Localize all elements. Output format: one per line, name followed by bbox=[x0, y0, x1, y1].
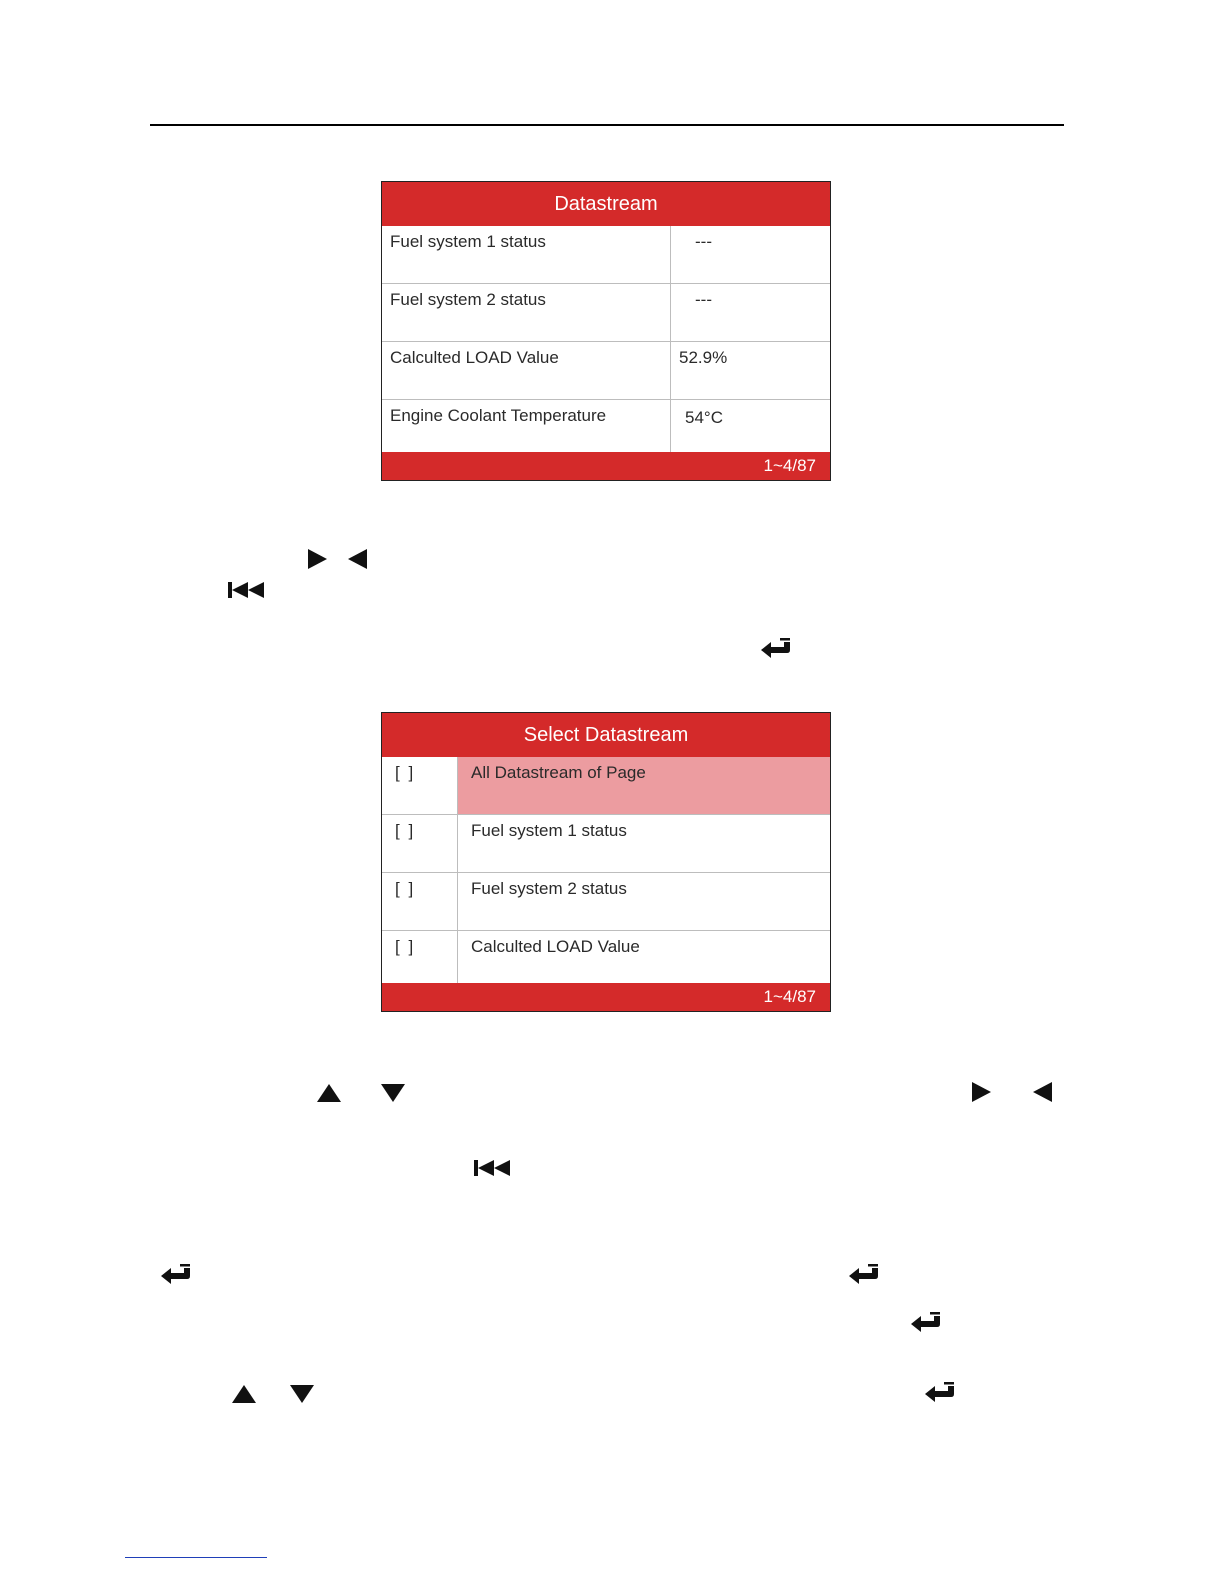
screen-title: Select Datastream bbox=[382, 713, 830, 757]
parameter-value: --- bbox=[670, 226, 832, 283]
page-indicator: 1~4/87 bbox=[382, 452, 830, 480]
select-row[interactable] bbox=[382, 873, 830, 931]
left-arrow-icon bbox=[1033, 1082, 1052, 1102]
select-row-label: Calculted LOAD Value bbox=[471, 937, 640, 956]
checkbox[interactable]: [ ] bbox=[382, 757, 458, 814]
right-arrow-icon bbox=[308, 549, 327, 569]
select-row-label: Fuel system 1 status bbox=[471, 821, 627, 840]
select-row[interactable] bbox=[382, 931, 830, 983]
enter-icon bbox=[910, 1311, 942, 1335]
footnote-rule bbox=[125, 1557, 267, 1558]
enter-icon bbox=[160, 1263, 192, 1287]
enter-icon bbox=[848, 1263, 880, 1287]
up-arrow-icon bbox=[317, 1084, 341, 1102]
checkbox[interactable]: [ ] bbox=[382, 873, 458, 930]
header-rule bbox=[150, 124, 1064, 126]
datastream-row[interactable] bbox=[382, 400, 830, 452]
datastream-screen bbox=[381, 181, 831, 481]
select-datastream-screen bbox=[381, 712, 831, 1012]
first-page-icon bbox=[228, 581, 266, 599]
select-row[interactable] bbox=[382, 757, 830, 815]
parameter-name: Fuel system 2 status bbox=[390, 290, 546, 309]
parameter-value: --- bbox=[670, 284, 832, 341]
checkbox[interactable]: [ ] bbox=[382, 815, 458, 872]
up-arrow-icon bbox=[232, 1385, 256, 1403]
checkbox[interactable]: [ ] bbox=[382, 931, 458, 983]
down-arrow-icon bbox=[290, 1385, 314, 1403]
datastream-row[interactable] bbox=[382, 284, 830, 342]
parameter-value: 52.9% bbox=[670, 342, 832, 399]
enter-icon bbox=[760, 637, 792, 661]
parameter-value: 54°C bbox=[670, 400, 832, 452]
datastream-row[interactable] bbox=[382, 226, 830, 284]
enter-icon bbox=[924, 1381, 956, 1405]
left-arrow-icon bbox=[348, 549, 367, 569]
right-arrow-icon bbox=[972, 1082, 991, 1102]
datastream-row[interactable] bbox=[382, 342, 830, 400]
first-page-icon bbox=[474, 1159, 512, 1177]
select-row[interactable] bbox=[382, 815, 830, 873]
parameter-name: Calculted LOAD Value bbox=[390, 348, 559, 367]
page-indicator: 1~4/87 bbox=[382, 983, 830, 1011]
parameter-name: Fuel system 1 status bbox=[390, 232, 546, 251]
parameter-name: Engine Coolant Temperature bbox=[390, 406, 607, 425]
screen-title: Datastream bbox=[382, 182, 830, 226]
select-row-label: Fuel system 2 status bbox=[471, 879, 627, 898]
select-row-label: All Datastream of Page bbox=[458, 757, 830, 814]
down-arrow-icon bbox=[381, 1084, 405, 1102]
